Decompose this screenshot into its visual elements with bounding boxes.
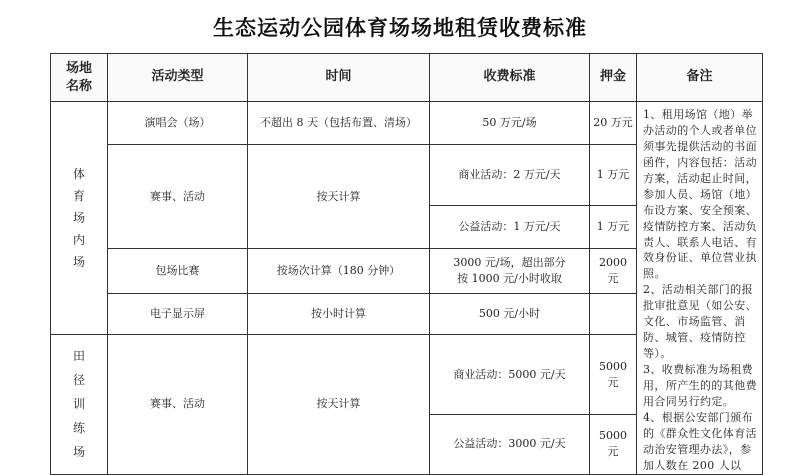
fee-concert: 50 万元/场 <box>430 102 590 145</box>
time-track-events: 按天计算 <box>248 335 430 474</box>
deposit-screen <box>590 294 637 335</box>
header-time: 时间 <box>248 54 430 102</box>
activity-screen: 电子显示屏 <box>108 294 248 335</box>
table-header-row <box>51 54 763 102</box>
fee-charter-line2: 按 1000 元/小时收取 <box>457 272 562 286</box>
time-concert: 不超出 8 天（包括布置、清场） <box>248 102 430 145</box>
deposit-track-public: 5000 元 <box>590 415 637 474</box>
table-row <box>51 102 763 145</box>
note-2: 2、活动相关部门的报批审批意见（如公安、文化、市场监管、消防、城管、疫情防控等）。 <box>643 283 757 361</box>
activity-charter: 包场比赛 <box>108 249 248 294</box>
document-title: 生态运动公园体育场场地租赁收费标准 <box>213 15 587 40</box>
fee-events-public: 公益活动：1 万元/天 <box>430 206 590 249</box>
deposit-charter: 2000 元 <box>590 249 637 294</box>
fee-screen: 500 元/小时 <box>430 294 590 335</box>
activity-events: 赛事、活动 <box>108 145 248 249</box>
note-4: 4、根据公安部门颁布的《群众性文化体育活动治安管理办法》，参加人数在 200 人以 <box>643 410 757 472</box>
fee-events-commercial: 商业活动：2 万元/天 <box>430 145 590 206</box>
header-deposit: 押金 <box>590 54 637 102</box>
header-activity-type: 活动类型 <box>108 54 248 102</box>
time-charter: 按场次计算（180 分钟） <box>248 249 430 294</box>
fee-table <box>50 53 763 475</box>
deposit-track-commercial: 5000 元 <box>590 335 637 415</box>
venue-stadium-label: 体育场内场 <box>72 167 85 270</box>
time-screen: 按小时计算 <box>248 294 430 335</box>
activity-concert: 演唱会（场） <box>108 102 248 145</box>
header-venue-name: 场地名称 <box>51 54 108 102</box>
deposit-events-commercial: 1 万元 <box>590 145 637 206</box>
header-notes: 备注 <box>637 54 763 102</box>
fee-charter-line1: 3000 元/场，超出部分 <box>453 256 566 270</box>
fee-track-commercial: 商业活动：5000 元/天 <box>430 335 590 415</box>
deposit-events-public: 1 万元 <box>590 206 637 249</box>
fee-track-public: 公益活动：3000 元/天 <box>430 415 590 474</box>
deposit-concert: 20 万元 <box>590 102 637 145</box>
time-events: 按天计算 <box>248 145 430 249</box>
header-fee: 收费标准 <box>430 54 590 102</box>
note-1: 1、租用场馆（地）举办活动的个人或者单位须事先提供活动的书面函件，内容包括：活动方案，活动起止时间，参加人员、场馆（地）布设方案、安全预案、疫情防控方案、活动负责人、联系人电话、有效身份证、单位营业执照。 <box>643 108 757 281</box>
venue-track-cell <box>51 335 108 474</box>
notes-cell <box>637 102 763 475</box>
venue-stadium-cell <box>51 102 108 335</box>
venue-track-label: 田径训练场 <box>72 349 85 460</box>
note-3: 3、收费标准为场租费用，所产生的的其他费用合同另行约定。 <box>643 363 757 408</box>
fee-charter <box>430 249 590 294</box>
activity-track-events: 赛事、活动 <box>108 335 248 474</box>
